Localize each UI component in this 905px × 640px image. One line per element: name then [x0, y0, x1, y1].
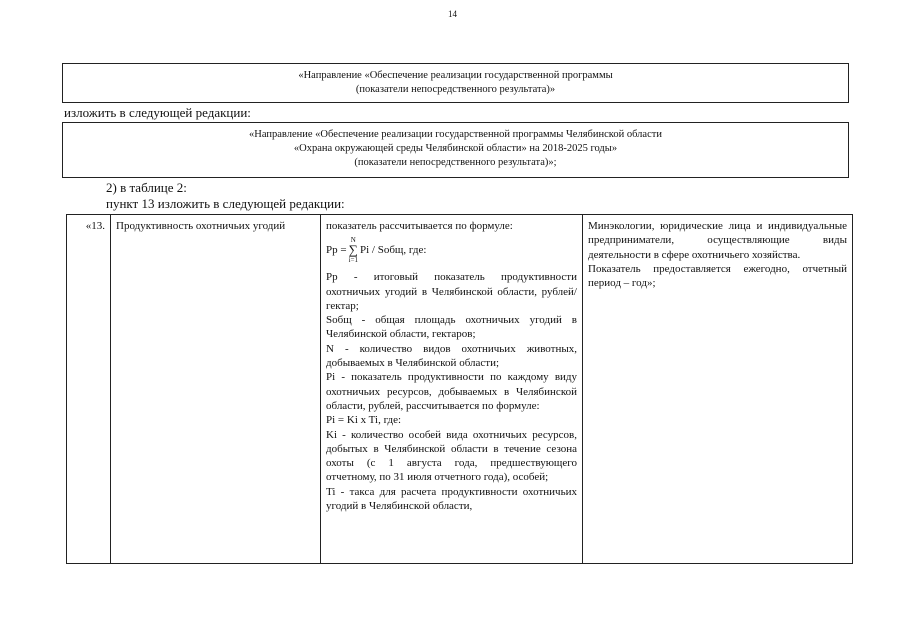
- new-heading-line2: «Охрана окружающей среды Челябинской области» на 2018-2025 годы»: [293, 143, 618, 154]
- page-number: 14: [448, 9, 457, 19]
- method-paragraph: Ki - количество особей вида охотничьих ресурсов, добытых в Челябинской области в течение сезона охоты (с 1 августа года, предшествующего отчетному, по 31 июля отчетного года), особей;: [326, 428, 577, 484]
- new-heading-box: [62, 122, 849, 178]
- sum-upper-limit: N: [350, 236, 356, 245]
- source-paragraph: Минэкологии, юридические лица и индивидуальные предприниматели, осуществляющие виды деятельности в сфере охотничьего хозяйства.: [588, 220, 847, 261]
- indicator-cell: [111, 215, 321, 564]
- indicator-table: [66, 214, 853, 564]
- old-heading-box: [62, 63, 849, 103]
- old-heading-line1: «Направление «Обеспечение реализации государственной программы: [298, 70, 613, 81]
- row-number-cell: [67, 215, 111, 564]
- formula-rhs: Pi / Sобщ, где:: [359, 244, 427, 257]
- old-heading-line2: (показатели непосредственного результата)»: [355, 84, 556, 95]
- sum-formula: [326, 236, 577, 264]
- row-number: «13.: [85, 220, 105, 232]
- method-cell: [321, 215, 583, 564]
- new-heading-line3: (показатели непосредственного результата)»;: [354, 157, 557, 168]
- method-paragraph: Pp - итоговый показатель продуктивности охотничьих угодий в Челябинской области, рублей/гектар;: [326, 271, 577, 312]
- new-heading-line1: «Направление «Обеспечение реализации государственной программы Челябинской области: [249, 129, 662, 140]
- item-2-sub-text: пункт 13 изложить в следующей редакции:: [106, 196, 345, 211]
- sum-symbol: ∑: [348, 242, 358, 258]
- method-paragraph: Pi = Ki x Ti, где:: [326, 414, 402, 427]
- instruction-text: изложить в следующей редакции:: [64, 105, 251, 120]
- indicator-name: Продуктивность охотничьих угодий: [116, 220, 286, 232]
- method-paragraph: Sобщ - общая площадь охотничьих угодий в Челябинской области, гектаров;: [326, 314, 577, 341]
- source-paragraph: Показатель предоставляется ежегодно, отчетный период – год»;: [588, 262, 847, 290]
- sigma-symbol: [349, 236, 358, 264]
- method-paragraph: N - количество видов охотничьих животных, добываемых в Челябинской области;: [326, 342, 577, 370]
- table-row: [67, 215, 853, 564]
- method-paragraph: Pi - показатель продуктивности по каждому виду охотничьих ресурсов, добываемых в Челябинской области, рублей, рассчитывается по формуле:: [326, 371, 577, 412]
- item-2-text: 2) в таблице 2:: [106, 180, 187, 195]
- formula-lhs: Pp =: [326, 244, 347, 257]
- method-intro: показатель рассчитывается по формуле:: [326, 220, 513, 232]
- source-cell: [583, 215, 853, 564]
- sum-lower-limit: i=1: [348, 256, 358, 265]
- method-paragraph: Ti - такса для расчета продуктивности охотничьих угодий в Челябинской области,: [326, 485, 577, 513]
